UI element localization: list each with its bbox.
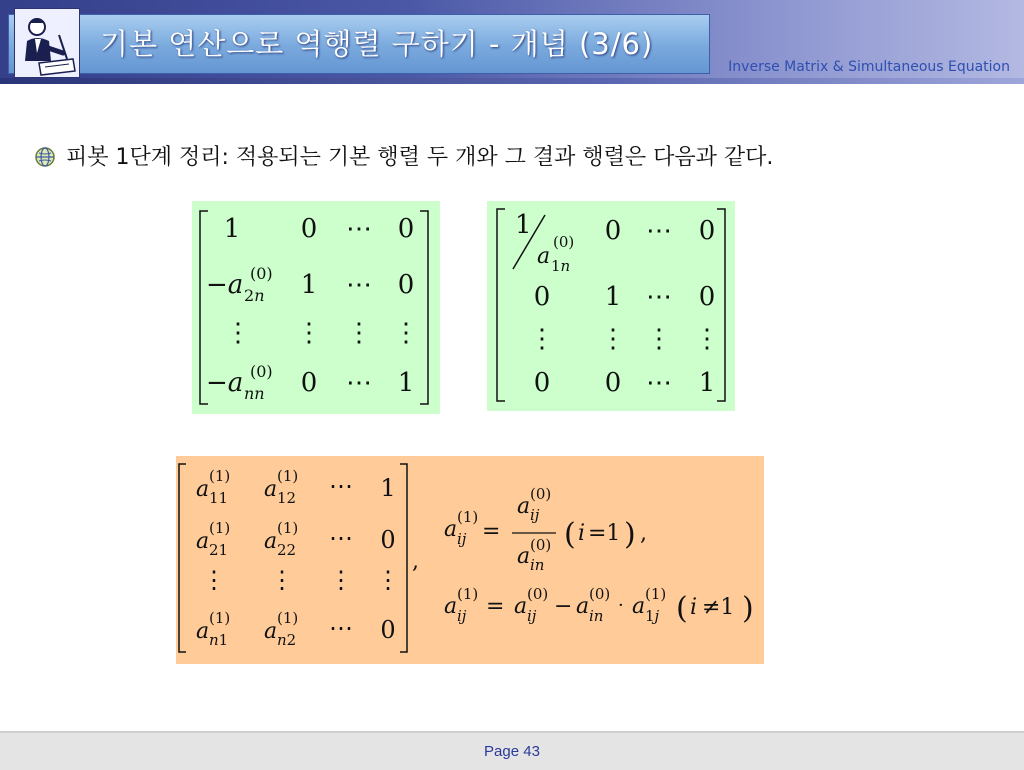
svg-text:a: a: [537, 244, 551, 269]
svg-text:22: 22: [277, 541, 297, 559]
svg-text:,: ,: [640, 521, 647, 546]
svg-text:(0): (0): [527, 585, 549, 603]
svg-text:⋮: ⋮: [694, 324, 720, 354]
svg-text:(1): (1): [209, 519, 231, 537]
svg-text:a: a: [576, 594, 590, 619]
svg-text:=1: =1: [588, 521, 621, 546]
footer-bar: [0, 731, 1024, 770]
svg-text:(1): (1): [457, 508, 479, 526]
svg-text:1: 1: [300, 270, 318, 300]
page-subtitle: Inverse Matrix & Simultaneous Equation: [728, 59, 1010, 75]
elementary-matrix-right: [487, 201, 735, 411]
svg-text:0: 0: [300, 368, 318, 398]
formula-2: [444, 585, 754, 626]
svg-text:−a: −a: [206, 270, 244, 300]
result-matrix-panel: [176, 456, 764, 664]
svg-text:): ): [742, 591, 754, 626]
svg-text:21: 21: [209, 541, 229, 559]
svg-text:in: in: [589, 607, 604, 625]
svg-text:0: 0: [604, 368, 622, 398]
svg-text:=: =: [482, 519, 501, 544]
svg-text:1: 1: [698, 368, 716, 398]
svg-text:1: 1: [397, 368, 415, 398]
svg-text:⋯: ⋯: [646, 368, 672, 398]
svg-text:a: a: [444, 517, 458, 542]
svg-text:2n: 2n: [244, 286, 265, 305]
page-number: Page 43: [484, 743, 540, 760]
svg-text:−a: −a: [206, 368, 244, 398]
svg-text:⋮: ⋮: [346, 318, 372, 348]
svg-text:≠1: ≠1: [702, 595, 735, 620]
svg-text:(: (: [676, 591, 688, 626]
svg-text:0: 0: [380, 616, 396, 644]
svg-text:⋮: ⋮: [270, 566, 294, 594]
svg-text:1: 1: [380, 474, 396, 502]
svg-text:(1): (1): [209, 467, 231, 485]
svg-text:(1): (1): [277, 609, 299, 627]
svg-text:⋮: ⋮: [600, 324, 626, 354]
svg-text:a: a: [264, 529, 278, 554]
svg-text:1: 1: [223, 214, 241, 244]
svg-text:·: ·: [618, 595, 624, 616]
svg-text:n1: n1: [209, 631, 229, 649]
svg-text:(0): (0): [553, 233, 575, 251]
svg-text:i: i: [578, 521, 586, 546]
header-strip: [0, 78, 1024, 84]
svg-text:0: 0: [533, 282, 551, 312]
svg-text:(0): (0): [589, 585, 611, 603]
svg-text:1j: 1j: [645, 607, 660, 625]
professor-writing-icon: [14, 8, 80, 78]
svg-text:): ): [624, 517, 636, 552]
svg-text:12: 12: [277, 489, 297, 507]
svg-text:(1): (1): [645, 585, 667, 603]
svg-text:a: a: [264, 619, 278, 644]
svg-text:(0): (0): [250, 362, 273, 381]
svg-text:(1): (1): [277, 467, 299, 485]
svg-text:a: a: [264, 477, 278, 502]
svg-text:⋮: ⋮: [329, 566, 353, 594]
svg-text:(0): (0): [530, 485, 552, 503]
svg-text:⋯: ⋯: [646, 216, 672, 246]
svg-text:in: in: [530, 556, 545, 574]
svg-text:ij: ij: [457, 607, 467, 625]
svg-text:ij: ij: [527, 607, 537, 625]
svg-text:nn: nn: [244, 384, 265, 403]
svg-text:i: i: [690, 595, 698, 620]
svg-text:a: a: [517, 544, 531, 569]
svg-text:0: 0: [698, 282, 716, 312]
svg-text:(1): (1): [209, 609, 231, 627]
svg-text:n2: n2: [277, 631, 297, 649]
svg-text:a: a: [196, 619, 210, 644]
svg-text:⋯: ⋯: [646, 282, 672, 312]
elementary-matrix-left: [192, 201, 440, 414]
svg-text:11: 11: [209, 489, 229, 507]
svg-text:⋮: ⋮: [393, 318, 419, 348]
svg-text:a: a: [444, 594, 458, 619]
svg-text:ij: ij: [530, 506, 540, 524]
svg-text:(1): (1): [457, 585, 479, 603]
svg-text:⋯: ⋯: [329, 614, 353, 642]
svg-text:⋮: ⋮: [646, 324, 672, 354]
bullet-text: 피봇 1단계 정리: 적용되는 기본 행렬 두 개와 그 결과 행렬은 다음과 같다.: [66, 145, 774, 170]
svg-text:(1): (1): [277, 519, 299, 537]
svg-text:0: 0: [604, 216, 622, 246]
svg-text:0: 0: [698, 216, 716, 246]
svg-text:⋯: ⋯: [346, 368, 372, 398]
svg-text:ij: ij: [457, 530, 467, 548]
svg-text:(0): (0): [250, 264, 273, 283]
svg-text:⋯: ⋯: [346, 214, 372, 244]
svg-text:a: a: [196, 529, 210, 554]
svg-text:⋮: ⋮: [202, 566, 226, 594]
svg-text:1: 1: [515, 210, 532, 240]
globe-bullet-icon: [34, 146, 56, 168]
svg-text:a: a: [632, 594, 646, 619]
svg-text:⋯: ⋯: [346, 270, 372, 300]
svg-text:0: 0: [397, 270, 415, 300]
svg-text:a: a: [514, 594, 528, 619]
svg-text:(: (: [564, 517, 576, 552]
svg-text:1n: 1n: [551, 257, 571, 275]
svg-text:a: a: [517, 494, 531, 519]
svg-text:1: 1: [604, 282, 622, 312]
svg-text:⋮: ⋮: [296, 318, 322, 348]
svg-text:⋮: ⋮: [529, 324, 555, 354]
page-title: 기본 연산으로 역행렬 구하기 - 개념 (3/6): [100, 27, 654, 61]
svg-text:⋮: ⋮: [376, 566, 400, 594]
svg-text:0: 0: [397, 214, 415, 244]
svg-text:,: ,: [412, 549, 419, 574]
svg-text:0: 0: [533, 368, 551, 398]
svg-text:−: −: [554, 594, 573, 619]
svg-text:0: 0: [300, 214, 318, 244]
svg-text:⋯: ⋯: [329, 472, 353, 500]
header-bar: [0, 0, 1024, 84]
svg-text:a: a: [196, 477, 210, 502]
formula-1: [444, 485, 647, 574]
svg-text:0: 0: [380, 526, 396, 554]
svg-text:⋯: ⋯: [329, 524, 353, 552]
svg-text:(0): (0): [530, 536, 552, 554]
svg-text:=: =: [486, 594, 505, 619]
svg-text:⋮: ⋮: [225, 318, 251, 348]
